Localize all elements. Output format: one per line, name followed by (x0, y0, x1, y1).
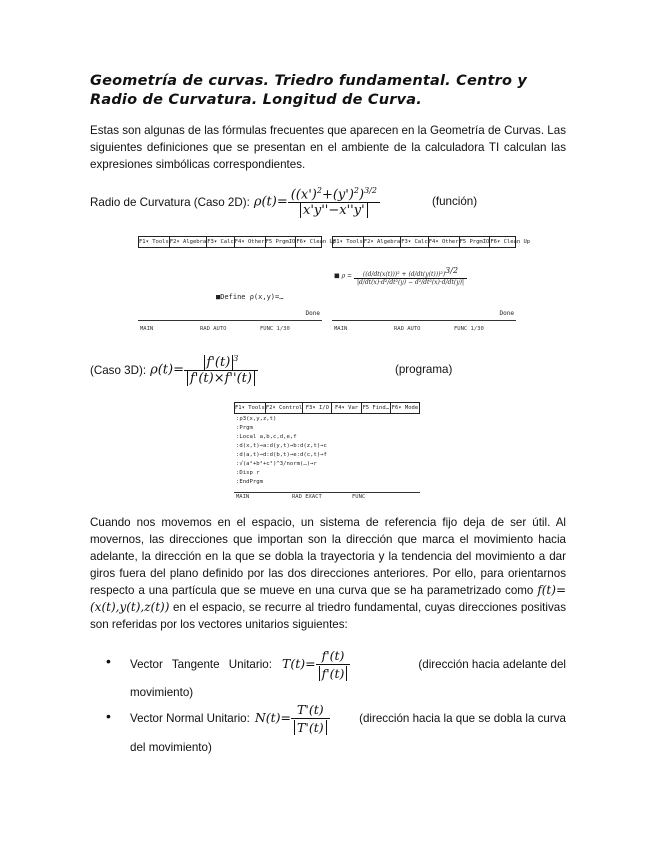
calc-tb-f4: F4▾ Other (234, 239, 265, 245)
radio-3d-formula: ρ(t)= $\frac{f'(t) ^3}{f'(t)\times f''(t)}$ (150, 354, 258, 386)
calc-tb-f4: F4▾ Var (332, 403, 361, 413)
calc-status-func: FUNC 1/30 (260, 326, 290, 332)
calc-tb-f1: F1▾ Tools (235, 405, 265, 411)
calc-toolbar (138, 236, 337, 248)
calc-tb-f3: F3▾ Calc (207, 239, 234, 245)
program-line: :Disp r (236, 470, 260, 476)
calculator-program-editor (234, 402, 420, 502)
calc-status-main: MAIN (236, 494, 250, 500)
curve-param-formula: f(t)=(x(t),y(t),z(t)) (90, 583, 566, 614)
tangente-label: Vector Tangente Unitario: (130, 657, 272, 671)
calc-status-mode: RAD EXACT (292, 494, 322, 500)
calc-divider (332, 320, 516, 321)
calc-tb-f2: F2▾ Algebra (363, 239, 401, 245)
radio-3d-row (90, 348, 258, 392)
program-line: :Prgm (236, 425, 253, 431)
calc-status-main: MAIN (140, 326, 154, 332)
calc-status-func: FUNC (352, 494, 366, 500)
calc-status-mode: RAD AUTO (200, 326, 227, 332)
program-line: :√(a²+b²+c²)^3/norm(…)→r (236, 461, 317, 467)
calc-tb-f1: F1▾ Tools (333, 239, 363, 245)
calc-tb-f3: F3▾ Calc (401, 239, 428, 245)
calc-tb-f6: F6▾ Clean Up (490, 239, 531, 245)
radio-2d-formula: ρ(t)= $\frac{((x')^2+(y')^2)^{3/2}}{x'y''-x''y'}$ (254, 186, 380, 218)
calc-formula-display: ■ ρ = $\frac{((d/dt(x(t)))^2 + (d/dt(y(t)))^2)^{3/2}}{\text{|d/dt(x)·d²/dt²(y) − d²/dt²(x)·d/dt(y)|}}$ (334, 266, 467, 286)
calc-result: Done (499, 310, 514, 317)
page-title: Geometría de curvas. Triedro fundamental. Centro y Radio de Curvatura. Longitud de Curva. (90, 73, 528, 108)
calc-tb-f5: F5 Find… (362, 405, 389, 411)
list-item-tangente (130, 644, 566, 684)
calc-status-mode: RAD AUTO (394, 326, 421, 332)
tangente-desc: (dirección hacia adelante del (418, 657, 566, 671)
movement-paragraph (90, 514, 566, 633)
calc-tb-f6: F6▾ Clean Up (296, 239, 337, 245)
calculator-screen-define (138, 236, 337, 336)
calc-status-main: MAIN (334, 326, 348, 332)
program-line: :ρ3(x,y,z,t) (236, 416, 277, 422)
program-line: :Local a,b,c,d,e,f (236, 434, 297, 440)
tangente-formula: T(t)= $\frac{f'(t)}{f'(t)}$ (282, 647, 350, 682)
calc-tb-f2: F2▾ Control (265, 405, 303, 411)
calc-toolbar (332, 236, 531, 248)
calc-tb-f5: F5 PrgmIO (459, 239, 490, 245)
program-listing (236, 415, 327, 487)
movement-text: Cuando nos movemos en el espacio, un sistema de referencia fijo deja de ser útil. Al movernos, las direcciones que importan son la dirección que marca el movimiento hacia adelante, la dirección en la que se dobla la trayectoria y la tendencia del movimiento a dar giros fuera del plano definido por las dos direcciones anteriores. Por ello, para orientarnos respecto a una partícula que se mueve en una curva que se ha parametrizado como (90, 516, 566, 597)
radio-3d-label: (Caso 3D): (90, 363, 147, 377)
bullet-dot: • (106, 653, 111, 669)
calc-tb-f1: F1▾ Tools (139, 239, 169, 245)
radio-2d-row (90, 180, 380, 224)
movement-text-tail: en el espacio, se recurre al triedro fundamental, cuyas direcciones positivas son referidas por los vectores unitarios siguientes: (90, 601, 567, 631)
normal-label: Vector Normal Unitario: (130, 711, 250, 725)
calc-status-func: FUNC 1/30 (454, 326, 484, 332)
calculator-screen-result (332, 236, 531, 336)
calc-tb-f6: F6▾ Mode (391, 405, 419, 411)
calc-tb-f3: F3▾ I/O (303, 403, 332, 413)
list-item-normal (130, 698, 566, 738)
radio-2d-note: (función) (432, 195, 478, 208)
program-line: :d(a,t)→d:d(b,t)→e:d(c,t)→f (236, 452, 327, 458)
calc-result: Done (305, 310, 320, 317)
tangente-desc-cont: movimiento) (130, 686, 194, 699)
program-line: :d(x,t)→a:d(y,t)→b:d(z,t)→c (236, 443, 327, 449)
calc-toolbar (234, 402, 420, 414)
calc-divider (234, 492, 420, 493)
calc-command: ■Define ρ(x,y)=… (216, 293, 284, 301)
normal-formula: N(t)= $\frac{T'(t)}{T'(t)}$ (255, 701, 330, 736)
program-line: :EndPrgm (236, 479, 263, 485)
calc-tb-f2: F2▾ Algebra (169, 239, 207, 245)
normal-desc: (dirección hacia la que se dobla la curva (359, 711, 566, 725)
calc-divider (138, 320, 322, 321)
calc-tb-f5: F5 PrgmIO (265, 239, 296, 245)
normal-desc-cont: del movimiento) (130, 741, 212, 754)
intro-paragraph: Estas son algunas de las fórmulas frecuentes que aparecen en la Geometría de Curvas. Las siguientes definiciones que se presentan en el ambiente de la calculadora TI calculan las expresiones simbólicas correspondientes. (90, 124, 566, 171)
calc-tb-f4: F4▾ Other (428, 239, 459, 245)
radio-3d-note: (programa) (395, 363, 453, 376)
radio-2d-label: Radio de Curvatura (Caso 2D): (90, 195, 250, 209)
bullet-dot: • (106, 708, 111, 724)
